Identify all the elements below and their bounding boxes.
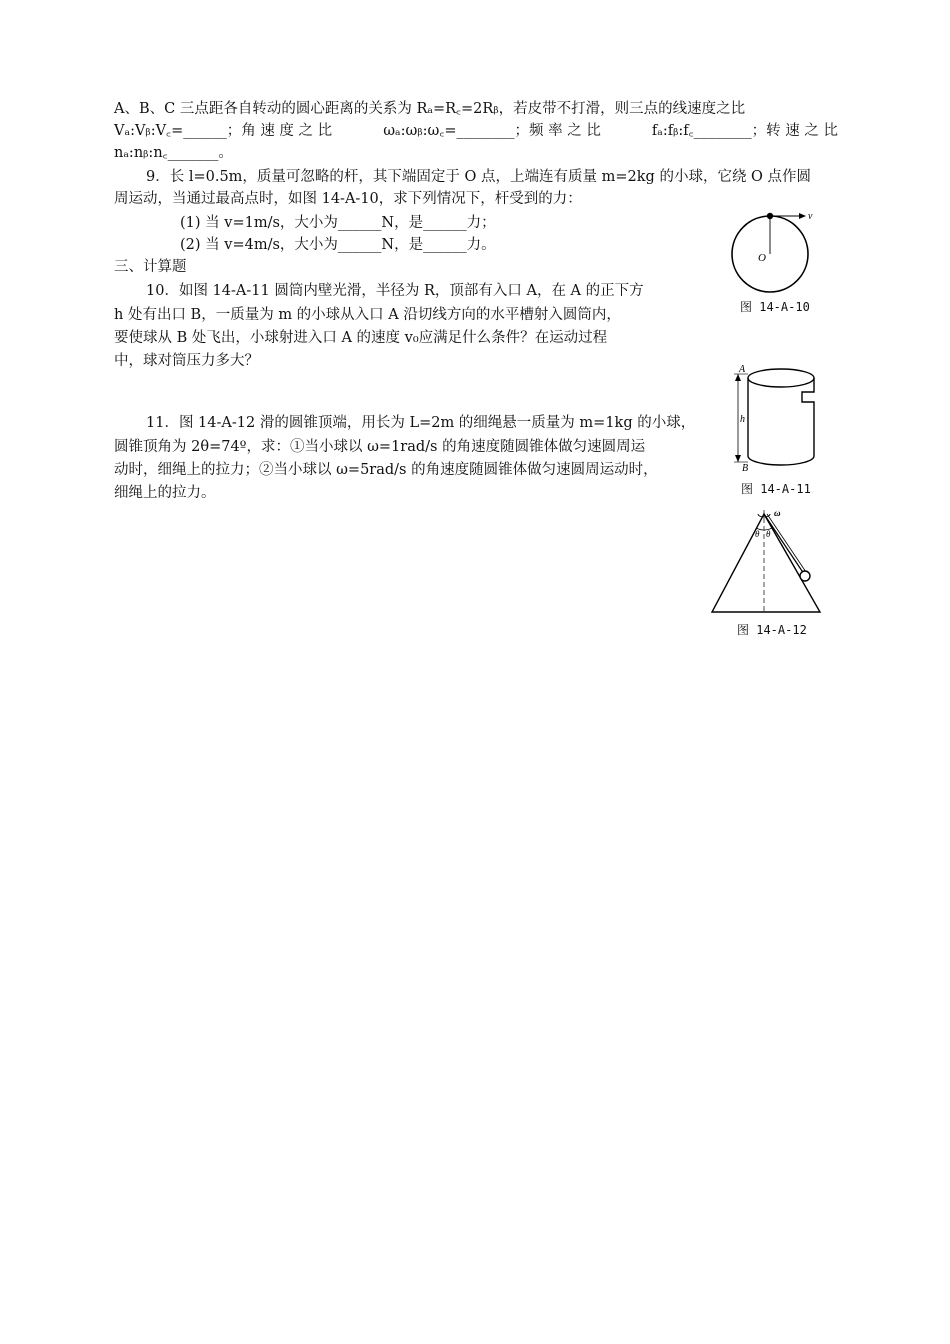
q8-line1: A、B、C 三点距各自转动的圆心距离的关系为 Rₐ=R꜀=2Rᵦ，若皮带不打滑，则三点的线速度之比 [114,101,746,117]
q11-line3: 动时，细绳上的拉力；②当小球以 ω=5rad/s 的角速度随圆锥体做匀速圆周运动时， [114,462,658,478]
q8-line2 [114,120,838,142]
cylinder-top [748,369,814,387]
q8-line2-velocity: Vₐ:Vᵦ:V꜀=______；角 速 度 之 比 [114,123,333,139]
q10-line4: 中，球对筒压力多大？ [114,353,259,369]
q9-line2: 周运动，当通过最高点时，如图 14-A-10，求下列情况下，杆受到的力： [114,191,582,207]
q11-line1: 11．图 14-A-12 滑的圆锥顶端，用长为 L=2m 的细绳悬一质量为 m=1kg 的小球， [146,415,696,431]
q8-line2-angular: ωₐ:ωᵦ:ω꜀=________；频 率 之 比 [383,123,601,139]
height-arrow-top-icon [735,374,741,381]
rope-line [764,514,804,574]
caption-fig12: 图 14-A-12 [737,623,807,637]
label-a: A [739,364,746,375]
label-o: O [758,252,766,264]
label-theta-left: θ [755,529,760,539]
q9-sub2: (2) 当 v=4m/s，大小为______N，是______力。 [180,237,496,253]
label-theta-right: θ [766,529,771,539]
arrow-head-icon [799,213,806,219]
q10-line1: 10．如图 14-A-11 圆筒内壁光滑，半径为 R，顶部有入口 A，在 A 的正下方 [146,283,644,299]
cylinder-right-wall-slots [802,378,814,456]
ball-dot [767,213,773,219]
label-b: B [742,463,749,474]
q10-line3: 要使球从 B 处飞出，小球射进入口 A 的速度 v₀应满足什么条件？在运动过程 [114,330,608,346]
q8-line2-frequency: fₐ:fᵦ:f꜀________；转 速 之 比 [651,123,838,139]
section-heading: 三、计算题 [114,259,187,275]
q8-line3: nₐ:nᵦ:n꜀_______。 [114,145,233,161]
label-v: v [808,211,813,222]
figure-cylinder [730,364,822,474]
caption-fig10: 图 14-A-10 [740,300,810,314]
q9-line1: 9．长 l=0.5m，质量可忽略的杆，其下端固定于 O 点，上端连有质量 m=2kg 的小球，它绕 O 点作圆 [146,169,812,185]
height-arrow-bottom-icon [735,455,741,462]
figure-cone [708,504,828,616]
q10-line2: h 处有出口 B，一质量为 m 的小球从入口 A 沿切线方向的水平槽射入圆筒内， [114,307,621,323]
q11-line2: 圆锥顶角为 2θ=74º，求：①当小球以 ω=1rad/s 的角速度随圆锥体做匀速圆周运 [114,439,646,455]
figure-circle-rod [726,205,818,295]
ball-circle [800,571,810,581]
rope-line-2 [767,514,806,572]
caption-fig11: 图 14-A-11 [741,482,811,496]
label-h: h [740,414,745,425]
label-omega: ω [774,508,781,518]
cylinder-bottom [748,456,814,465]
q9-sub1: (1) 当 v=1m/s，大小为______N，是______力； [180,215,496,231]
q11-line4: 细绳上的拉力。 [114,485,216,501]
